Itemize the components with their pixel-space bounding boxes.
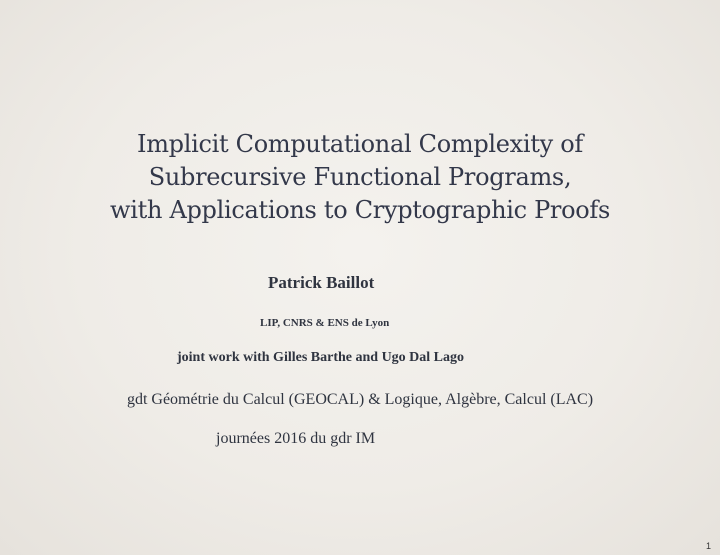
title-line-2: Subrecursive Functional Programs, bbox=[148, 163, 572, 191]
event-line: journées 2016 du gdr IM bbox=[216, 430, 376, 447]
author-name: Patrick Baillot bbox=[268, 273, 375, 292]
author-affiliation: LIP, CNRS & ENS de Lyon bbox=[260, 317, 390, 329]
collaboration-note: joint work with Gilles Barthe and Ugo Dal Lago bbox=[177, 350, 465, 365]
page-number: 1 bbox=[705, 541, 711, 551]
title-line-3: with Applications to Cryptographic Proofs bbox=[110, 196, 610, 224]
slide-title bbox=[0, 128, 720, 227]
venue-line: gdt Géométrie du Calcul (GEOCAL) & Logique, Algèbre, Calcul (LAC) bbox=[126, 391, 594, 408]
title-line-1: Implicit Computational Complexity of bbox=[137, 130, 583, 158]
